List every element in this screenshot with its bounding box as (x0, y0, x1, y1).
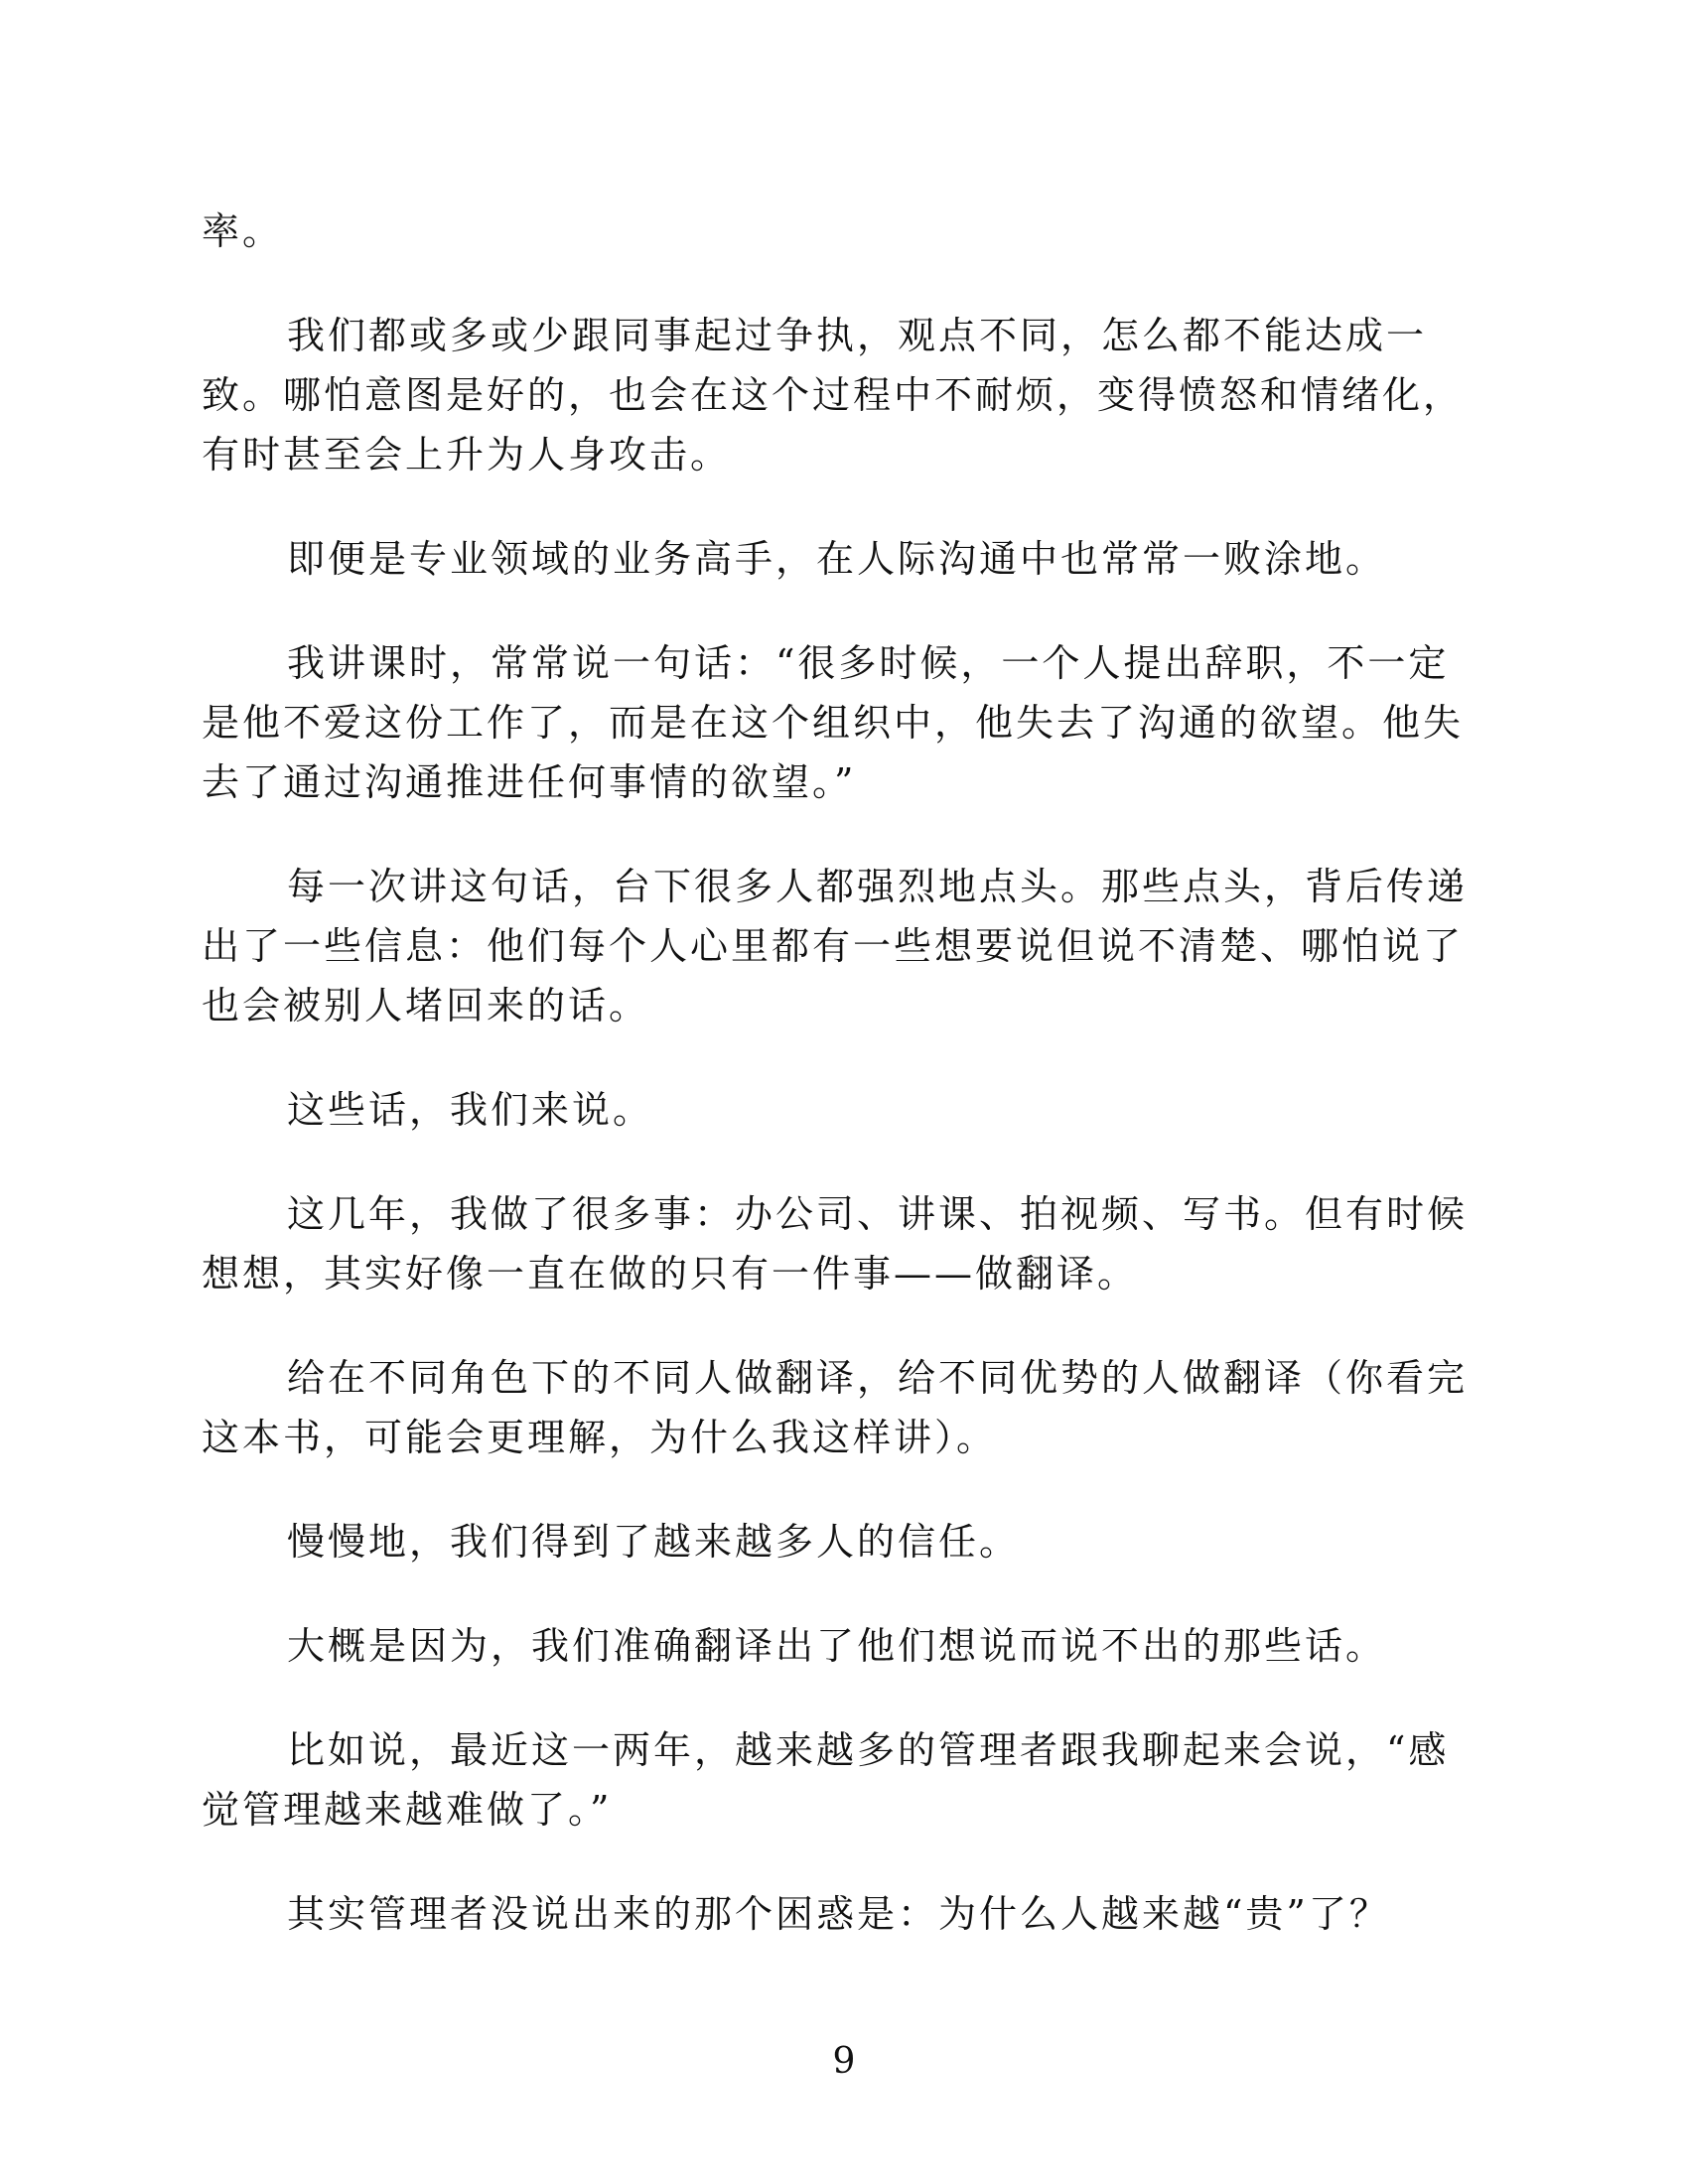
text-line: 觉管理越来越难做了。” (202, 1788, 613, 1832)
text-line: 率。 (202, 209, 284, 253)
text-line: 出了一些信息：他们每个人心里都有一些想要说但说不清楚、哪怕说了 (202, 924, 1465, 968)
text-line: 去了通过沟通推进任何事情的欲望。” (202, 760, 857, 804)
text-line: 是他不爱这份工作了，而是在这个组织中，他失去了沟通的欲望。他失 (202, 701, 1465, 745)
text-line: 这些话，我们来说。 (287, 1088, 654, 1132)
text-line: 我们都或多或少跟同事起过争执，观点不同，怎么都不能达成一 (287, 314, 1428, 357)
text-line: 每一次讲这句话，台下很多人都强烈地点头。那些点头，背后传递 (287, 865, 1469, 908)
text-line: 给在不同角色下的不同人做翻译，给不同优势的人做翻译（你看完 (287, 1356, 1469, 1400)
text-line: 慢慢地，我们得到了越来越多人的信任。 (287, 1520, 1021, 1564)
text-line: 其实管理者没说出来的那个困惑是：为什么人越来越“贵”了？ (287, 1892, 1390, 1936)
text-line: 致。哪怕意图是好的，也会在这个过程中不耐烦，变得愤怒和情绪化， (202, 373, 1465, 417)
text-line: 也会被别人堵回来的话。 (202, 984, 650, 1027)
page-number: 9 (832, 2041, 856, 2082)
text-line: 即便是专业领域的业务高手，在人际沟通中也常常一败涂地。 (287, 537, 1387, 581)
text-line: 比如说，最近这一两年，越来越多的管理者跟我聊起来会说，“感 (287, 1728, 1450, 1772)
text-line: 大概是因为，我们准确翻译出了他们想说而说不出的那些话。 (287, 1624, 1387, 1668)
text-line: 有时甚至会上升为人身攻击。 (202, 433, 732, 477)
text-line: 我讲课时，常常说一句话：“很多时候，一个人提出辞职，不一定 (287, 641, 1450, 685)
text-line: 这本书，可能会更理解，为什么我这样讲）。 (202, 1416, 998, 1459)
text-line: 这几年，我做了很多事：办公司、讲课、拍视频、写书。但有时候 (287, 1192, 1469, 1236)
text-line: 想想，其实好像一直在做的只有一件事——做翻译。 (202, 1252, 1139, 1296)
